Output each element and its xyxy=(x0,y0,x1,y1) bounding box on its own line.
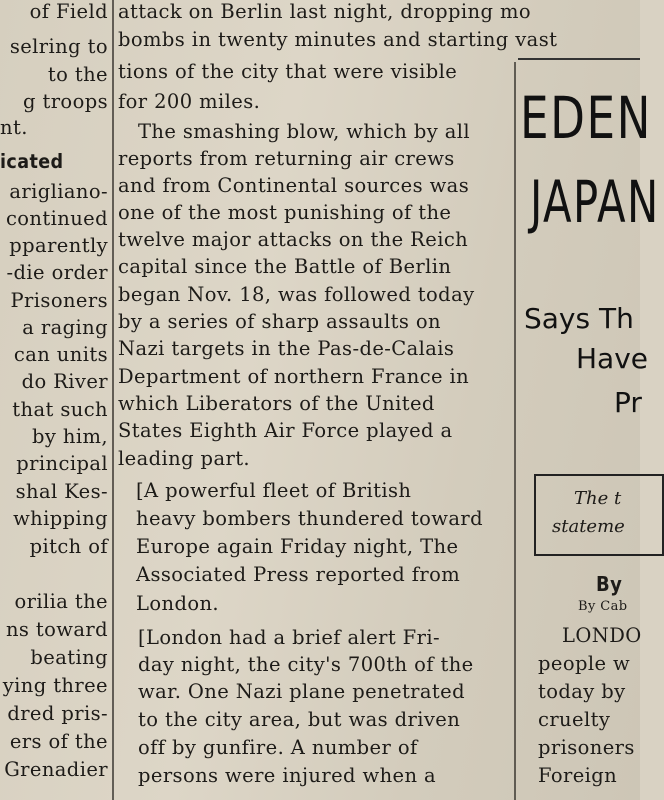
article-line: leading part. xyxy=(118,447,251,470)
article-line: tions of the city that were visible xyxy=(118,60,458,83)
left-line: orilia the xyxy=(14,590,108,613)
article-line: people w xyxy=(538,652,631,675)
deck-line: The t xyxy=(574,488,622,509)
left-line: continued xyxy=(5,207,108,230)
byline: By xyxy=(596,572,623,596)
article-line: [A powerful fleet of British xyxy=(136,479,412,502)
deck-box xyxy=(534,474,664,556)
left-line: pitch of xyxy=(29,535,108,558)
article-line: States Eighth Air Force played a xyxy=(118,419,453,442)
headline-eden: EDEN xyxy=(520,84,653,152)
left-line: ers of the xyxy=(9,730,108,753)
left-line: whipping xyxy=(13,507,108,530)
article-line: by a series of sharp assaults on xyxy=(118,310,441,333)
article-line: which Liberators of the United xyxy=(118,392,435,415)
article-line: to the city area, but was driven xyxy=(138,708,461,731)
left-column xyxy=(0,0,112,800)
left-line: beating xyxy=(30,646,108,669)
article-line: Foreign xyxy=(538,764,618,787)
left-line: nt. xyxy=(0,116,28,139)
article-line: London. xyxy=(136,592,220,615)
left-line: selring to xyxy=(9,35,108,58)
subhead-line: Have xyxy=(576,342,649,375)
deck-line: stateme xyxy=(552,516,625,537)
article-line: LONDO xyxy=(562,624,642,647)
left-line: principal xyxy=(16,452,108,475)
article-line: twelve major attacks on the Reich xyxy=(118,228,469,251)
article-line: day night, the city's 700th of the xyxy=(138,653,474,676)
subhead-line: Pr xyxy=(614,386,642,419)
left-subheading: icated xyxy=(0,150,64,173)
left-line: shal Kes- xyxy=(15,480,108,503)
article-line: attack on Berlin last night, dropping mo xyxy=(118,0,531,23)
left-line: ying three xyxy=(2,674,108,697)
right-column-body xyxy=(520,560,640,800)
left-line: that such xyxy=(12,398,108,421)
left-line: ns toward xyxy=(5,618,108,641)
left-line: dred pris- xyxy=(7,702,108,725)
article-line: began Nov. 18, was followed today xyxy=(118,283,475,306)
headline-rule xyxy=(518,58,640,60)
middle-column xyxy=(118,0,558,800)
article-line: off by gunfire. A number of xyxy=(138,736,418,759)
article-line: one of the most punishing of the xyxy=(118,201,452,224)
left-line: g troops xyxy=(22,90,108,113)
article-line: for 200 miles. xyxy=(118,90,261,113)
article-line: war. One Nazi plane penetrated xyxy=(138,680,465,703)
left-line: Grenadier xyxy=(4,758,108,781)
article-line: today by xyxy=(538,680,626,703)
column-rule xyxy=(514,62,516,800)
left-line: can units xyxy=(13,343,108,366)
article-line: [London had a brief alert Fri- xyxy=(138,626,440,649)
article-line: cruelty xyxy=(538,708,611,731)
left-line: -die order xyxy=(6,261,108,284)
left-line: pparently xyxy=(9,234,108,257)
article-line: Department of northern France in xyxy=(118,365,470,388)
left-line: to the xyxy=(47,63,108,86)
left-line: Prisoners xyxy=(10,289,108,312)
article-line: Associated Press reported from xyxy=(136,563,461,586)
left-line: by him, xyxy=(32,425,108,448)
left-line: do River xyxy=(21,370,108,393)
left-line: arigliano- xyxy=(9,180,108,203)
article-line: reports from returning air crews xyxy=(118,147,455,170)
article-line: prisoners xyxy=(538,736,635,759)
article-line: Nazi targets in the Pas-de-Calais xyxy=(118,337,455,360)
headline-japan: JAPAN xyxy=(530,168,660,236)
byline-credit: By Cab xyxy=(578,599,628,614)
article-line: The smashing blow, which by all xyxy=(138,120,471,143)
article-line: and from Continental sources was xyxy=(118,174,470,197)
article-line: persons were injured when a xyxy=(138,764,437,787)
article-line: Europe again Friday night, The xyxy=(136,535,459,558)
article-line: capital since the Battle of Berlin xyxy=(118,255,452,278)
article-line: heavy bombers thundered toward xyxy=(136,507,483,530)
article-line: bombs in twenty minutes and starting vast xyxy=(118,28,558,51)
subhead-line: Says Th xyxy=(524,302,634,335)
left-line: of Field xyxy=(29,0,108,23)
column-rule xyxy=(112,0,114,800)
left-line: a raging xyxy=(22,316,108,339)
